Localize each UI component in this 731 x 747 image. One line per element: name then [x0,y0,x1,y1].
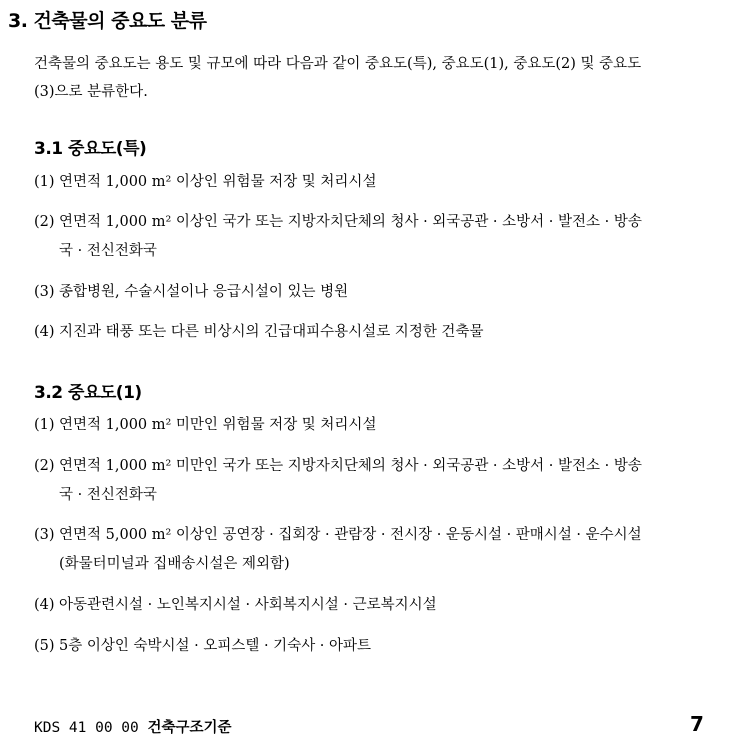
list-item [34,168,714,197]
subsection-heading: 3.1 중요도(특) [34,139,147,159]
list-item [34,632,714,661]
item-text: 연면적 1,000 m² 미만인 위험물 저장 및 처리시설 [59,417,377,433]
list-item [34,411,714,440]
list-item [34,278,714,307]
item-text: 연면적 5,000 m² 이상인 공연장 · 집회장 · 관람장 · 전시장 · 운동시설 · 판매시설 · 운수시설 [59,527,642,543]
footer-code: KDS 41 00 00 [34,720,139,736]
item-text: 지진과 태풍 또는 다른 비상시의 긴급대피수용시설로 지정한 건축물 [59,324,484,340]
list-item [34,591,714,620]
item-text: 아동관련시설 · 노인복지시설 · 사회복지시설 · 근로복지시설 [59,597,437,613]
item-text-continuation: 국 · 전신전화국 [59,487,157,503]
item-text: 연면적 1,000 m² 이상인 국가 또는 지방자치단체의 청사 · 외국공관 · 소방서 · 발전소 · 방송 [59,214,642,230]
list-item [34,452,714,510]
footer-standard [34,716,232,737]
page-number: 7 [690,712,704,736]
subsection-heading: 3.2 중요도(1) [34,383,142,403]
item-text: 종합병원, 수술시설이나 응급시설이 있는 병원 [59,284,349,300]
intro-line: (3)으로 분류한다. [34,84,148,100]
list-item [34,521,714,579]
intro-paragraph [34,50,714,106]
item-text-continuation: (화물터미널과 집배송시설은 제외함) [59,556,290,572]
item-text: 5층 이상인 숙박시설 · 오피스텔 · 기숙사 · 아파트 [59,638,372,654]
item-text: 연면적 1,000 m² 이상인 위험물 저장 및 처리시설 [59,174,377,190]
list-item [34,318,714,347]
item-number: (4) [34,597,55,613]
item-number: (4) [34,324,55,340]
item-number: (2) [34,458,55,474]
intro-line: 건축물의 중요도는 용도 및 규모에 따라 다음과 같이 중요도(특), 중요도(1), 중요도(2) 및 중요도 [34,56,642,72]
footer-title: 건축구조기준 [147,720,232,736]
item-text-continuation: 국 · 전신전화국 [59,243,157,259]
item-number: (5) [34,638,55,654]
item-number: (3) [34,284,55,300]
item-number: (2) [34,214,55,230]
item-number: (3) [34,527,55,543]
item-number: (1) [34,174,55,190]
list-item [34,208,714,266]
section-heading: 3. 건축물의 중요도 분류 [8,10,207,32]
item-number: (1) [34,417,55,433]
item-text: 연면적 1,000 m² 미만인 국가 또는 지방자치단체의 청사 · 외국공관 · 소방서 · 발전소 · 방송 [59,458,642,474]
